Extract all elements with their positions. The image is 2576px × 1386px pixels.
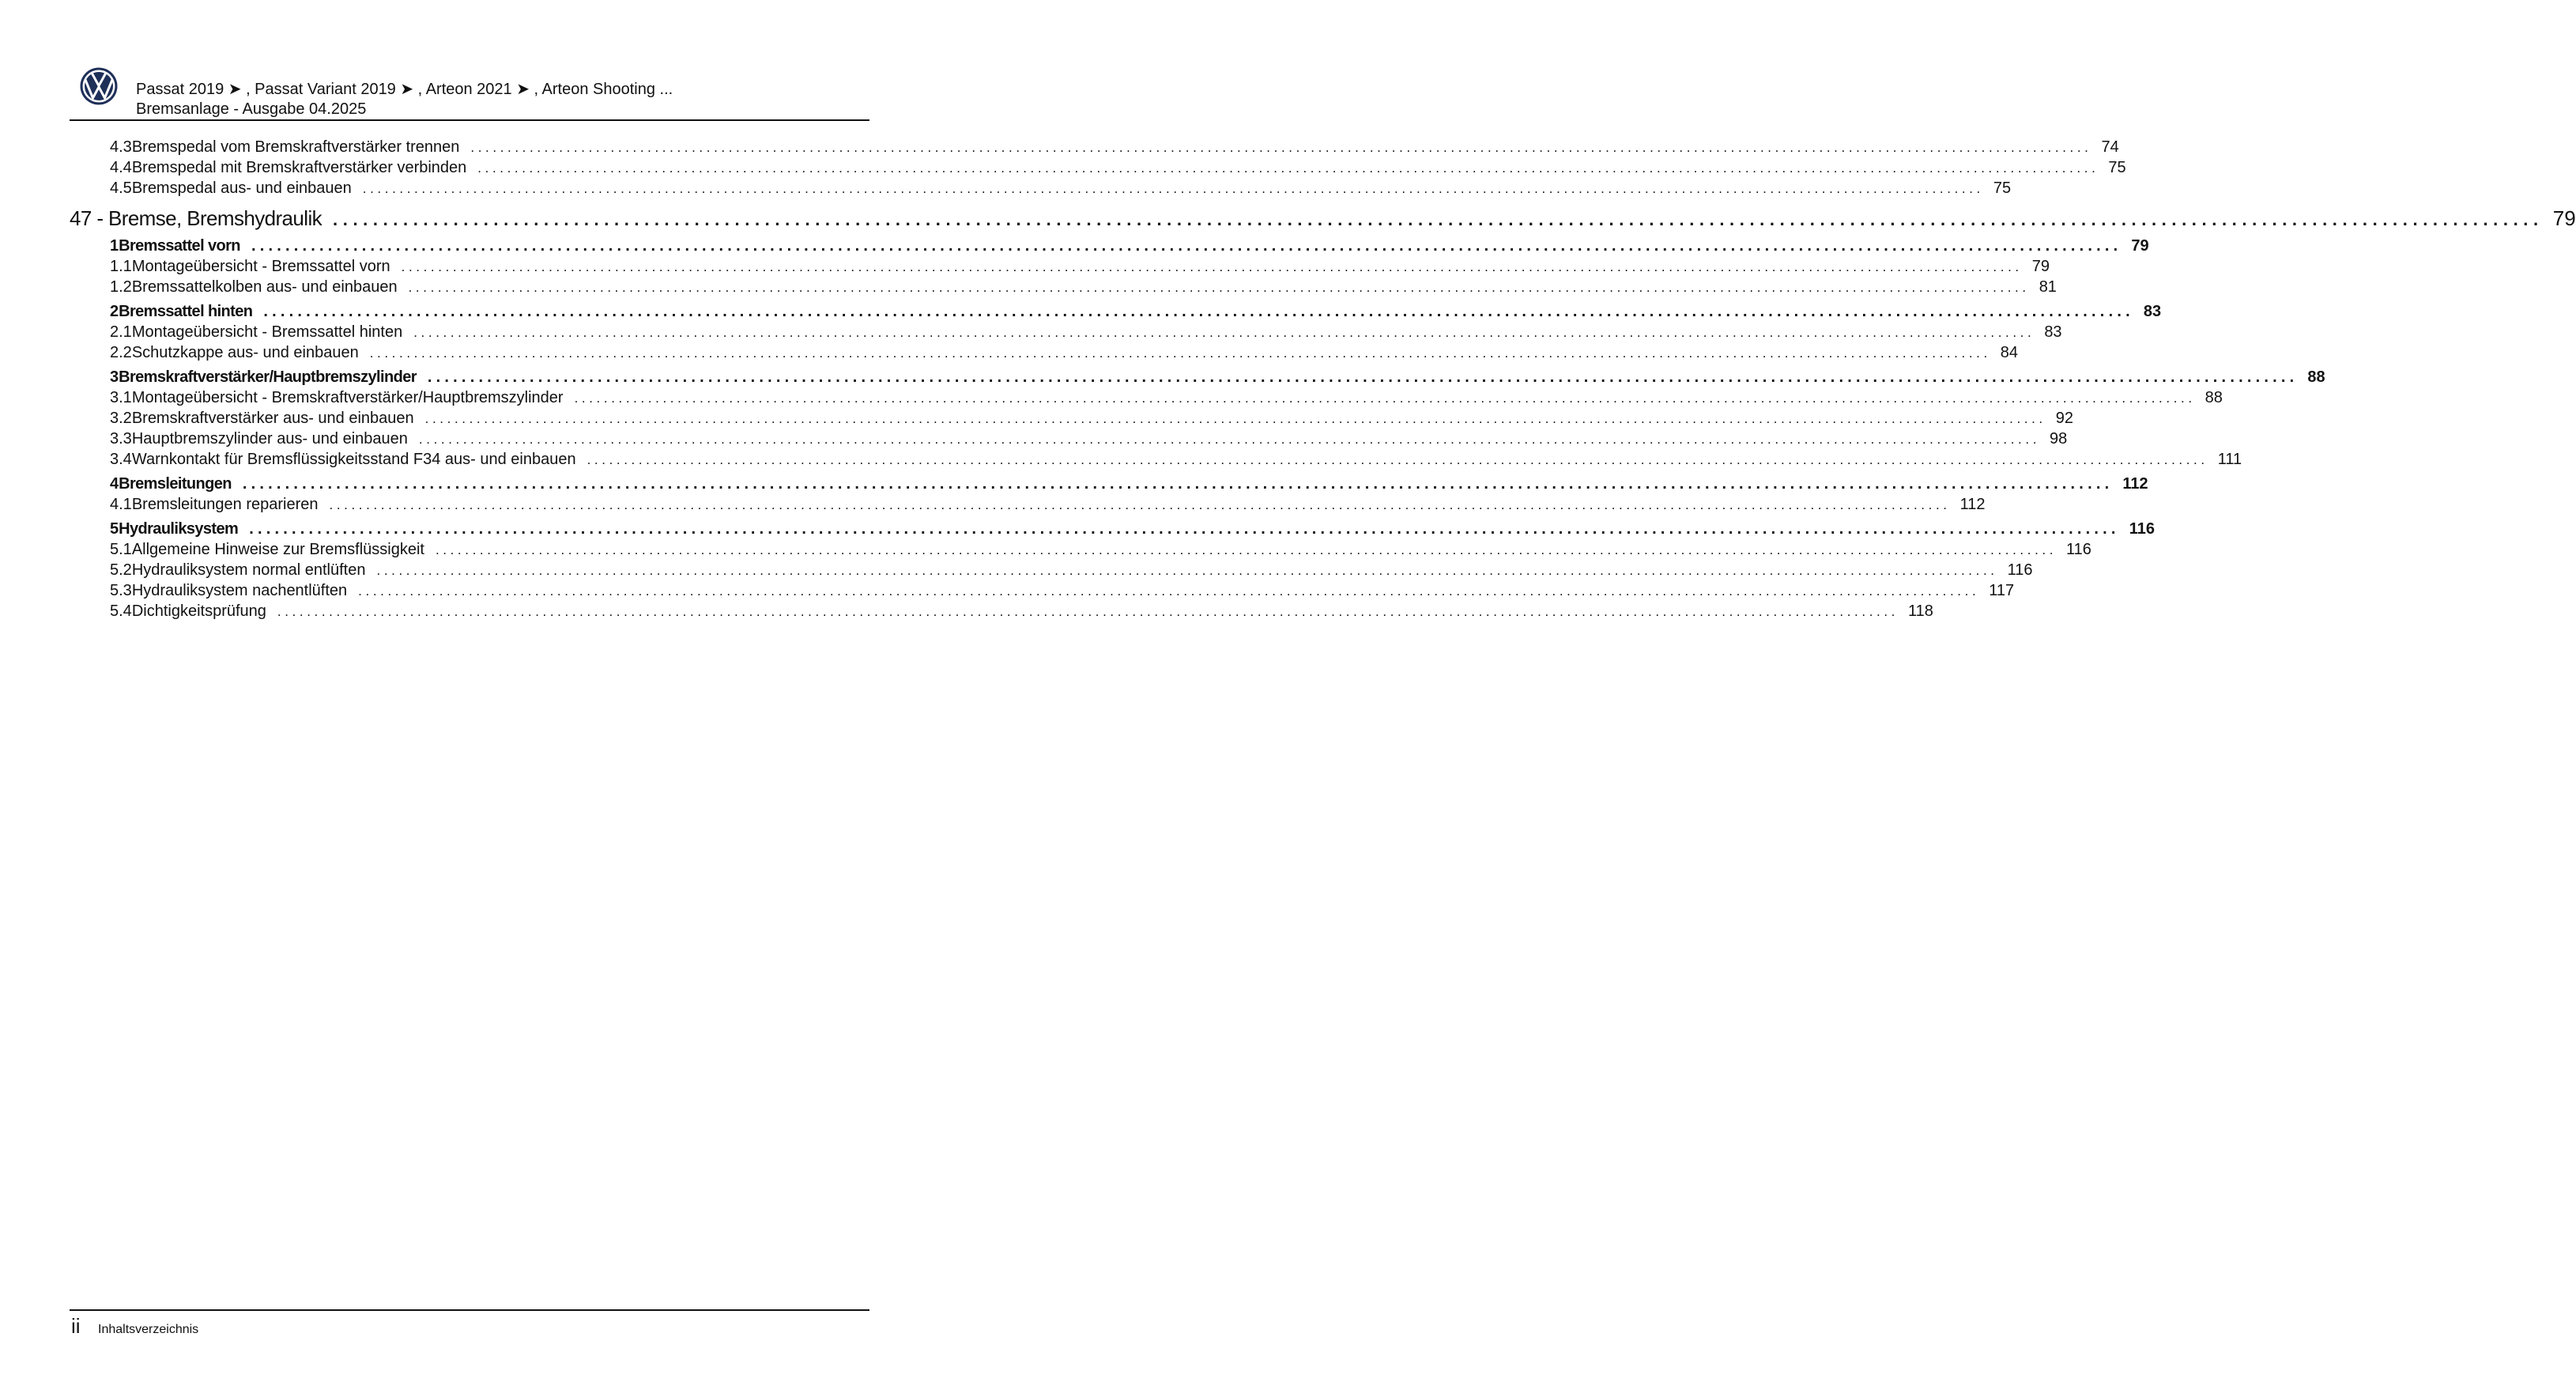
toc-dot-leader: ............................................................................................................................................................................................................................: [242, 475, 2114, 493]
toc-entry[interactable]: [70, 449, 2242, 470]
toc-entry-title: Dichtigkeitsprüfung: [131, 602, 266, 620]
toc-dot-leader: ............................................................................................................................................................................................................................: [333, 210, 2544, 229]
toc-dot-leader: ............................................................................................................................................................................................................................: [329, 497, 1951, 512]
toc-entry[interactable]: [70, 539, 2091, 560]
toc-entry-page: 118: [1908, 602, 1933, 620]
toc-entry-title: Bremssattel vorn: [119, 237, 240, 255]
header-title: Passat 2019 ➤ , Passat Variant 2019 ➤ , Arteon 2021 ➤ , Arteon Shooting ...: [136, 81, 673, 98]
footer-page-number: ii: [71, 1314, 81, 1338]
toc-entry-page: 88: [2307, 368, 2325, 386]
toc-entry-page: 92: [2055, 410, 2073, 427]
toc-entry[interactable]: [70, 474, 2148, 494]
toc-entry-page: 79: [2131, 237, 2149, 255]
toc-entry-page: 81: [2039, 278, 2057, 296]
toc-entry-page: 75: [2108, 159, 2126, 176]
toc-entry[interactable]: [70, 137, 2119, 157]
toc-entry-number: 3.1: [110, 389, 132, 406]
toc-entry-title: Bremssattel hinten: [119, 303, 253, 320]
toc-entry-number: 5.3: [110, 582, 132, 599]
toc-entry-number: 5.4: [110, 602, 132, 620]
toc-entry[interactable]: [70, 408, 2073, 429]
toc-entry-number: 2: [110, 303, 119, 320]
toc-entry-title: Bremskraftverstärker/Hauptbremszylinder: [119, 368, 417, 386]
toc-entry-number: 1: [110, 237, 119, 255]
toc-entry-page: 116: [2007, 561, 2033, 579]
table-of-contents: [70, 137, 2576, 621]
toc-entry[interactable]: [70, 157, 2126, 178]
toc-entry[interactable]: [70, 342, 2019, 363]
toc-dot-leader: ............................................................................................................................................................................................................................: [249, 520, 2120, 538]
toc-entry-page: 83: [2143, 303, 2162, 320]
toc-dot-leader: ............................................................................................................................................................................................................................: [277, 604, 1899, 619]
toc-entry-number: 3.4: [110, 451, 132, 468]
toc-dot-leader: ............................................................................................................................................................................................................................: [362, 181, 1984, 196]
toc-dot-leader: ............................................................................................................................................................................................................................: [369, 346, 1991, 361]
toc-dot-leader: ............................................................................................................................................................................................................................: [263, 303, 2134, 320]
document-header: [136, 80, 673, 119]
toc-entry-number: 1.1: [110, 258, 132, 275]
toc-entry-title: Bremskraftverstärker aus- und einbauen: [131, 410, 414, 427]
toc-dot-leader: ............................................................................................................................................................................................................................: [470, 140, 2092, 155]
toc-entry-number: 1.2: [110, 278, 132, 296]
toc-entry-page: 84: [2000, 344, 2019, 361]
toc-entry-number: 2.2: [110, 344, 132, 361]
header-subtitle: Bremsanlage - Ausgabe 04.2025: [136, 100, 367, 118]
toc-entry-title: Hydrauliksystem normal entlüften: [131, 561, 366, 579]
toc-dot-leader: ............................................................................................................................................................................................................................: [435, 542, 2057, 557]
toc-dot-leader: ............................................................................................................................................................................................................................: [418, 432, 2041, 447]
toc-entry-title: Warnkontakt für Bremsflüssigkeitsstand F34 aus- und einbauen: [131, 451, 576, 468]
toc-entry-number: 4: [110, 475, 119, 493]
toc-entry-title: Hauptbremszylinder aus- und einbauen: [131, 430, 408, 448]
toc-dot-leader: ............................................................................................................................................................................................................................: [586, 452, 2208, 467]
toc-entry-page: 83: [2044, 323, 2062, 341]
toc-entry-number: 3.2: [110, 410, 132, 427]
toc-entry-page: 116: [2129, 520, 2155, 538]
toc-entry[interactable]: [70, 277, 2057, 297]
toc-entry-number: 4.5: [110, 179, 132, 197]
toc-entry-title: Hydrauliksystem: [119, 520, 239, 538]
footer-label: Inhaltsverzeichnis: [98, 1323, 199, 1336]
toc-entry[interactable]: [70, 205, 2576, 232]
toc-entry-title: Montageübersicht - Bremssattel hinten: [131, 323, 403, 341]
toc-entry-number: 5: [110, 520, 119, 538]
toc-dot-leader: ............................................................................................................................................................................................................................: [477, 161, 2099, 176]
toc-dot-leader: ............................................................................................................................................................................................................................: [376, 563, 1998, 578]
toc-entry-title: Bremsleitungen reparieren: [131, 496, 319, 513]
toc-entry-title: Schutzkappe aus- und einbauen: [131, 344, 359, 361]
toc-entry-title: Allgemeine Hinweise zur Bremsflüssigkeit: [131, 541, 424, 558]
toc-entry-page: 74: [2101, 138, 2119, 156]
toc-entry-number: 2.1: [110, 323, 132, 341]
vw-logo-icon: [79, 66, 119, 106]
toc-entry[interactable]: [70, 367, 2325, 387]
toc-dot-leader: ............................................................................................................................................................................................................................: [408, 280, 2030, 295]
toc-entry-number: 3.3: [110, 430, 132, 448]
toc-entry[interactable]: [70, 178, 2012, 198]
toc-entry[interactable]: [70, 429, 2068, 449]
toc-entry-page: 75: [1993, 179, 2012, 197]
toc-entry-page: 112: [2122, 475, 2148, 493]
toc-entry-title: Montageübersicht - Bremssattel vorn: [131, 258, 390, 275]
toc-entry[interactable]: [70, 580, 2015, 601]
toc-entry-page: 79: [2552, 206, 2576, 230]
toc-entry[interactable]: [70, 560, 2033, 580]
toc-entry[interactable]: [70, 301, 2162, 322]
toc-entry-page: 116: [2066, 541, 2091, 558]
toc-entry[interactable]: [70, 236, 2149, 256]
toc-entry-number: 5.1: [110, 541, 132, 558]
toc-entry-number: 5.2: [110, 561, 132, 579]
toc-entry-number: 3: [110, 368, 119, 386]
toc-dot-leader: ............................................................................................................................................................................................................................: [401, 259, 2023, 274]
toc-entry-page: 79: [2031, 258, 2050, 275]
toc-dot-leader: ............................................................................................................................................................................................................................: [574, 391, 2196, 406]
toc-entry-title: Montageübersicht - Bremskraftverstärker/Hauptbremszylinder: [131, 389, 564, 406]
toc-entry-title: Bremsleitungen: [119, 475, 232, 493]
toc-entry[interactable]: [70, 322, 2062, 342]
toc-entry-page: 98: [2050, 430, 2068, 448]
toc-dot-leader: ............................................................................................................................................................................................................................: [251, 237, 2122, 255]
toc-entry-page: 117: [1989, 582, 2015, 599]
toc-dot-leader: ............................................................................................................................................................................................................................: [424, 411, 2046, 426]
toc-entry[interactable]: [70, 387, 2223, 408]
toc-entry-number: 4.3: [110, 138, 132, 156]
toc-entry-title: Bremspedal mit Bremskraftverstärker verbinden: [131, 159, 467, 176]
toc-entry-title: Bremspedal aus- und einbauen: [131, 179, 352, 197]
toc-entry-number: 4.1: [110, 496, 132, 513]
toc-dot-leader: ............................................................................................................................................................................................................................: [427, 368, 2299, 386]
header-divider: [70, 119, 869, 121]
toc-entry[interactable]: [70, 256, 2050, 277]
toc-entry-title: Bremspedal vom Bremskraftverstärker trennen: [131, 138, 460, 156]
toc-entry-number: 4.4: [110, 159, 132, 176]
toc-entry[interactable]: [70, 519, 2155, 539]
toc-entry-page: 111: [2217, 451, 2242, 468]
toc-entry-title: Bremssattelkolben aus- und einbauen: [131, 278, 398, 296]
toc-dot-leader: ............................................................................................................................................................................................................................: [413, 325, 2035, 340]
toc-entry-page: 112: [1959, 496, 1986, 513]
footer-divider: [70, 1309, 869, 1311]
toc-dot-leader: ............................................................................................................................................................................................................................: [358, 583, 1980, 599]
toc-entry[interactable]: [70, 494, 1986, 515]
toc-entry-title: 47 - Bremse, Bremshydraulik: [70, 206, 322, 230]
toc-entry-page: 88: [2204, 389, 2223, 406]
toc-entry[interactable]: [70, 601, 1933, 621]
toc-entry-title: Hydrauliksystem nachentlüften: [131, 582, 348, 599]
